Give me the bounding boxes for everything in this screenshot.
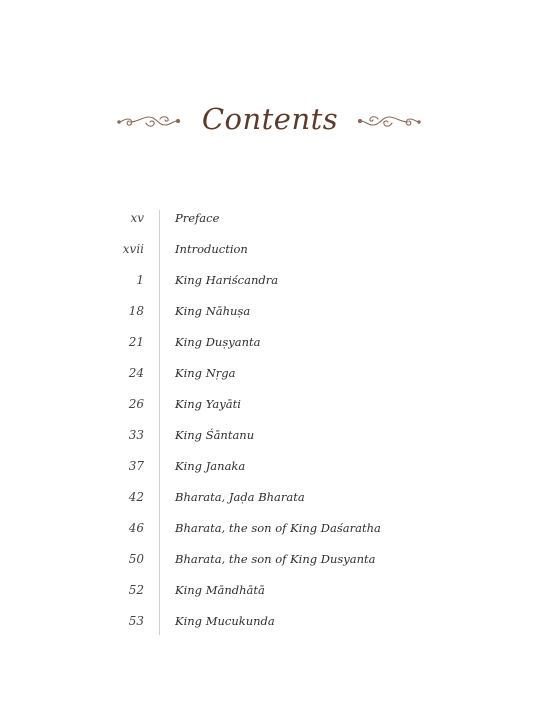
page-number: 53 [128, 614, 144, 628]
chapter-title: King Śāntanu [175, 428, 255, 442]
toc-entry[interactable] [0, 269, 540, 291]
page-number: xvii [122, 242, 144, 256]
page-number: 24 [128, 366, 144, 380]
page-number: 26 [128, 397, 144, 411]
chapter-title: King Janaka [175, 459, 246, 473]
toc-entry[interactable] [0, 393, 540, 415]
toc-entry[interactable] [0, 455, 540, 477]
chapter-title: Bharata, Jaḍa Bharata [175, 490, 305, 504]
chapter-title: King Nṛga [175, 366, 236, 380]
toc-entry[interactable] [0, 610, 540, 632]
chapter-title: King Yayāti [175, 397, 241, 411]
toc-entry[interactable] [0, 548, 540, 570]
toc-entry[interactable] [0, 424, 540, 446]
chapter-title: King Nāhuṣa [175, 304, 251, 318]
page-number: 1 [136, 273, 144, 287]
page-number: 33 [128, 428, 144, 442]
chapter-title: Bharata, the son of King Dusyanta [175, 552, 376, 566]
page-title: Contents [201, 102, 339, 136]
chapter-title: King Mucukunda [175, 614, 275, 628]
chapter-title: Bharata, the son of King Daśaratha [175, 521, 381, 535]
scroll-flourish-icon [356, 113, 422, 131]
page-number: 18 [128, 304, 144, 318]
chapter-title: Preface [175, 211, 220, 225]
chapter-title: King Māndhātā [175, 583, 265, 597]
page-number: 21 [128, 335, 144, 349]
toc-entry[interactable] [0, 579, 540, 601]
page-number: 50 [128, 552, 144, 566]
chapter-title: King Hariścandra [175, 273, 279, 287]
toc-entry[interactable] [0, 486, 540, 508]
page-number: 37 [128, 459, 144, 473]
toc-entry[interactable] [0, 300, 540, 322]
toc-entry[interactable] [0, 331, 540, 353]
toc-entry[interactable] [0, 238, 540, 260]
chapter-title: Introduction [175, 242, 248, 256]
page-number: 46 [128, 521, 144, 535]
toc-entry[interactable] [0, 517, 540, 539]
page-number: xv [130, 211, 144, 225]
contents-header [0, 100, 540, 146]
page-number: 52 [128, 583, 144, 597]
chapter-title: King Duṣyanta [175, 335, 261, 349]
toc-entry[interactable] [0, 362, 540, 384]
toc-entry[interactable] [0, 207, 540, 229]
page-number: 42 [128, 490, 144, 504]
